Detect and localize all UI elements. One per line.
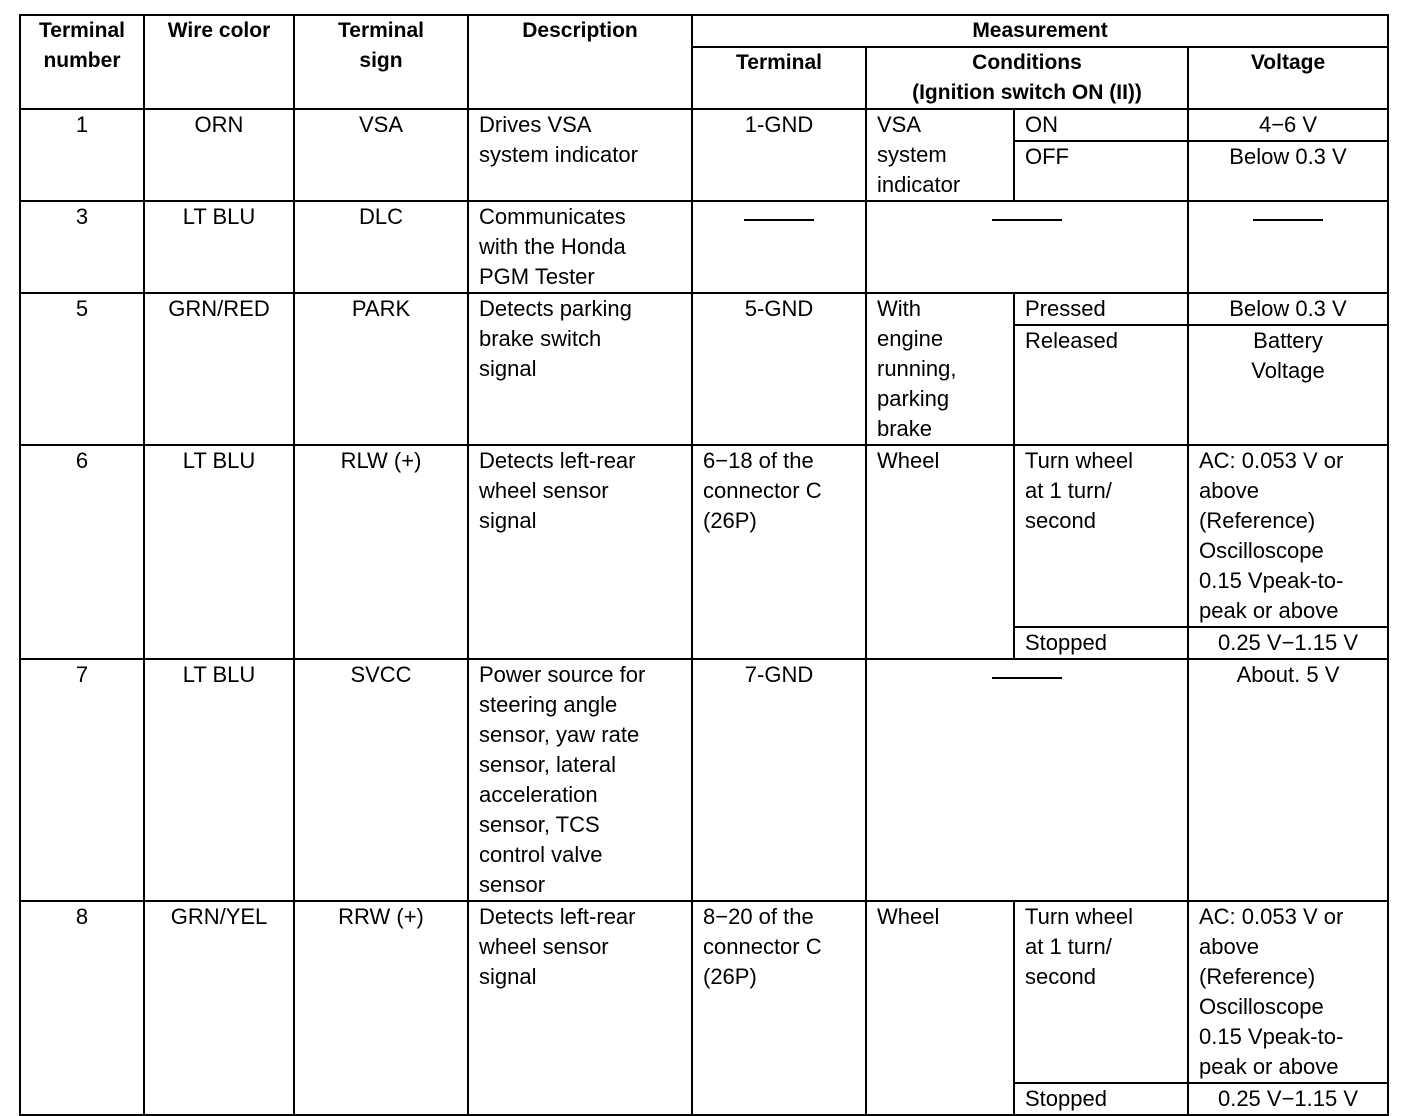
empty-dash: [744, 219, 814, 221]
description: Drives VSA system indicator: [468, 109, 692, 201]
empty-dash: [992, 677, 1062, 679]
measurement-terminal: 1-GND: [692, 109, 866, 201]
voltage: [1188, 201, 1388, 293]
condition-state: Stopped: [1014, 1083, 1188, 1115]
description: Detects parking brake switch signal: [468, 293, 692, 445]
header-wire-color: Wire color: [144, 15, 294, 109]
voltage: Battery Voltage: [1188, 325, 1388, 445]
condition: Wheel: [866, 445, 1014, 659]
terminal-sign: DLC: [294, 201, 468, 293]
condition-state: Released: [1014, 325, 1188, 445]
header-conditions: Conditions (Ignition switch ON (II)): [866, 47, 1188, 109]
terminal-number: 5: [20, 293, 144, 445]
voltage: 0.25 V−1.15 V: [1188, 627, 1388, 659]
terminal-sign: VSA: [294, 109, 468, 201]
voltage: 0.25 V−1.15 V: [1188, 1083, 1388, 1115]
terminal-number: 7: [20, 659, 144, 901]
description: Detects left-rear wheel sensor signal: [468, 901, 692, 1115]
condition-state: Pressed: [1014, 293, 1188, 325]
condition-state: Turn wheel at 1 turn/ second: [1014, 445, 1188, 627]
condition-state: Stopped: [1014, 627, 1188, 659]
condition-state: Turn wheel at 1 turn/ second: [1014, 901, 1188, 1083]
condition: VSA system indicator: [866, 109, 1014, 201]
terminal-sign: RLW (+): [294, 445, 468, 659]
condition: [866, 201, 1188, 293]
table-row: [20, 659, 1388, 901]
terminal-sign: PARK: [294, 293, 468, 445]
condition-state: ON: [1014, 109, 1188, 141]
condition: Wheel: [866, 901, 1014, 1115]
measurement-terminal: [692, 201, 866, 293]
empty-dash: [992, 219, 1062, 221]
wire-color: GRN/RED: [144, 293, 294, 445]
wire-color: ORN: [144, 109, 294, 201]
table-row: [20, 109, 1388, 141]
condition: With engine running, parking brake: [866, 293, 1014, 445]
header-terminal-number: Terminal number: [20, 15, 144, 109]
table-row: [20, 293, 1388, 325]
measurement-terminal: 6−18 of the connector C (26P): [692, 445, 866, 659]
terminal-number: 6: [20, 445, 144, 659]
measurement-terminal: 8−20 of the connector C (26P): [692, 901, 866, 1115]
wire-color: LT BLU: [144, 201, 294, 293]
measurement-terminal: 7-GND: [692, 659, 866, 901]
table-row: [20, 445, 1388, 627]
header-measurement: Measurement: [692, 15, 1388, 47]
condition-state: OFF: [1014, 141, 1188, 201]
terminal-number: 1: [20, 109, 144, 201]
header-terminal: Terminal: [692, 47, 866, 109]
terminal-number: 8: [20, 901, 144, 1115]
wire-color: GRN/YEL: [144, 901, 294, 1115]
voltage: About. 5 V: [1188, 659, 1388, 901]
table-row: [20, 901, 1388, 1083]
voltage: AC: 0.053 V or above (Reference) Oscilloscope 0.15 Vpeak-to- peak or above: [1188, 901, 1388, 1083]
terminal-sign: RRW (+): [294, 901, 468, 1115]
description: Detects left-rear wheel sensor signal: [468, 445, 692, 659]
wire-color: LT BLU: [144, 659, 294, 901]
terminal-number: 3: [20, 201, 144, 293]
condition: [866, 659, 1188, 901]
header-voltage: Voltage: [1188, 47, 1388, 109]
empty-dash: [1253, 219, 1323, 221]
voltage: Below 0.3 V: [1188, 141, 1388, 201]
wire-color: LT BLU: [144, 445, 294, 659]
description: Power source for steering angle sensor, yaw rate sensor, lateral acceleration sensor, TCS control valve sensor: [468, 659, 692, 901]
voltage: 4−6 V: [1188, 109, 1388, 141]
table-row: [20, 201, 1388, 293]
terminal-table: [19, 14, 1389, 1116]
header-terminal-sign: Terminal sign: [294, 15, 468, 109]
measurement-terminal: 5-GND: [692, 293, 866, 445]
header-description: Description: [468, 15, 692, 109]
voltage: AC: 0.053 V or above (Reference) Oscilloscope 0.15 Vpeak-to- peak or above: [1188, 445, 1388, 627]
terminal-sign: SVCC: [294, 659, 468, 901]
description: Communicates with the Honda PGM Tester: [468, 201, 692, 293]
voltage: Below 0.3 V: [1188, 293, 1388, 325]
